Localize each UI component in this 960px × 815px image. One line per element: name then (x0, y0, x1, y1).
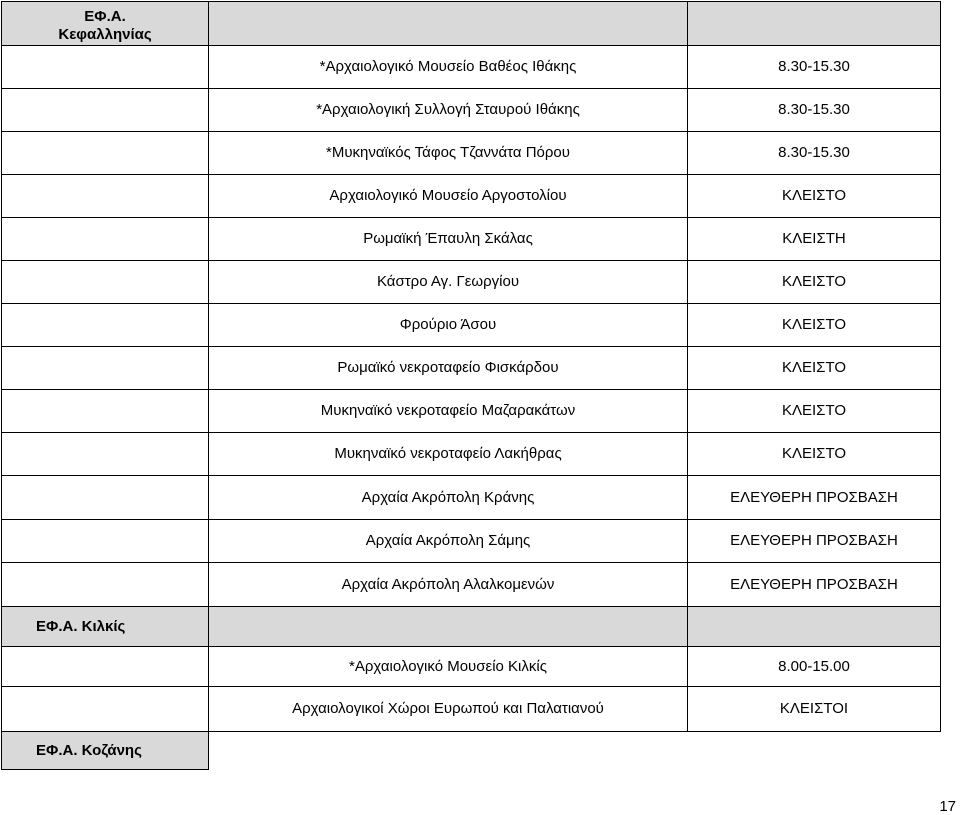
museum-hours-table (1, 1, 941, 770)
section-header-row (2, 732, 941, 770)
site-hours: ΚΛΕΙΣΤΟ (688, 304, 941, 347)
site-hours: ΕΛΕΥΘΕΡΗ ΠΡΟΣΒΑΣΗ (688, 563, 941, 607)
section-header-row (2, 607, 941, 647)
site-name: Μυκηναϊκό νεκροταφείο Λακήθρας (209, 433, 688, 476)
site-name: Κάστρο Αγ. Γεωργίου (209, 261, 688, 304)
site-hours: 8.00-15.00 (688, 647, 941, 687)
site-hours: ΕΛΕΥΘΕΡΗ ΠΡΟΣΒΑΣΗ (688, 520, 941, 563)
section-header-cell (2, 2, 209, 46)
table-row (2, 390, 941, 433)
section-header-line-1: ΕΦ.Α. (84, 7, 126, 25)
site-name: Ρωμαϊκή Έπαυλη Σκάλας (209, 218, 688, 261)
site-hours: ΚΛΕΙΣΤΟ (688, 347, 941, 390)
site-name: Ρωμαϊκό νεκροταφείο Φισκάρδου (209, 347, 688, 390)
site-hours: 8.30-15.30 (688, 46, 941, 89)
table-row (2, 304, 941, 347)
site-name: Αρχαία Ακρόπολη Σάμης (209, 520, 688, 563)
site-hours: ΚΛΕΙΣΤΗ (688, 218, 941, 261)
table-row (2, 563, 941, 607)
site-name: Μυκηναϊκό νεκροταφείο Μαζαρακάτων (209, 390, 688, 433)
table-row (2, 476, 941, 520)
site-hours: 8.30-15.30 (688, 132, 941, 175)
site-name: *Αρχαιολογικό Μουσείο Βαθέος Ιθάκης (209, 46, 688, 89)
table-row (2, 132, 941, 175)
site-hours: ΕΛΕΥΘΕΡΗ ΠΡΟΣΒΑΣΗ (688, 476, 941, 520)
site-hours: 8.30-15.30 (688, 89, 941, 132)
site-name: Αρχαιολογικό Μουσείο Αργοστολίου (209, 175, 688, 218)
site-name: Αρχαιολογικοί Χώροι Ευρωπού και Παλατιανού (209, 687, 688, 732)
table-row (2, 46, 941, 89)
table-row (2, 520, 941, 563)
site-hours: ΚΛΕΙΣΤΟ (688, 390, 941, 433)
table-row (2, 175, 941, 218)
table-row (2, 218, 941, 261)
site-name: Αρχαία Ακρόπολη Αλαλκομενών (209, 563, 688, 607)
site-hours: ΚΛΕΙΣΤΟ (688, 433, 941, 476)
table-row (2, 647, 941, 687)
site-hours: ΚΛΕΙΣΤΟ (688, 261, 941, 304)
table-row (2, 433, 941, 476)
page-number: 17 (939, 798, 956, 815)
section-header-cell: ΕΦ.Α. Κιλκίς (2, 607, 209, 647)
site-hours: ΚΛΕΙΣΤΟ (688, 175, 941, 218)
table-row (2, 687, 941, 732)
section-header-line-2: Κεφαλληνίας (58, 25, 152, 43)
section-header-cell: ΕΦ.Α. Κοζάνης (2, 732, 209, 770)
site-name: Φρούριο Άσου (209, 304, 688, 347)
table-row (2, 261, 941, 304)
table-row (2, 89, 941, 132)
site-hours: ΚΛΕΙΣΤΟΙ (688, 687, 941, 732)
section-header-row (2, 2, 941, 46)
site-name: *Αρχαιολογική Συλλογή Σταυρού Ιθάκης (209, 89, 688, 132)
site-name: *Μυκηναϊκός Τάφος Τζαννάτα Πόρου (209, 132, 688, 175)
site-name: *Αρχαιολογικό Μουσείο Κιλκίς (209, 647, 688, 687)
site-name: Αρχαία Ακρόπολη Κράνης (209, 476, 688, 520)
table-row (2, 347, 941, 390)
